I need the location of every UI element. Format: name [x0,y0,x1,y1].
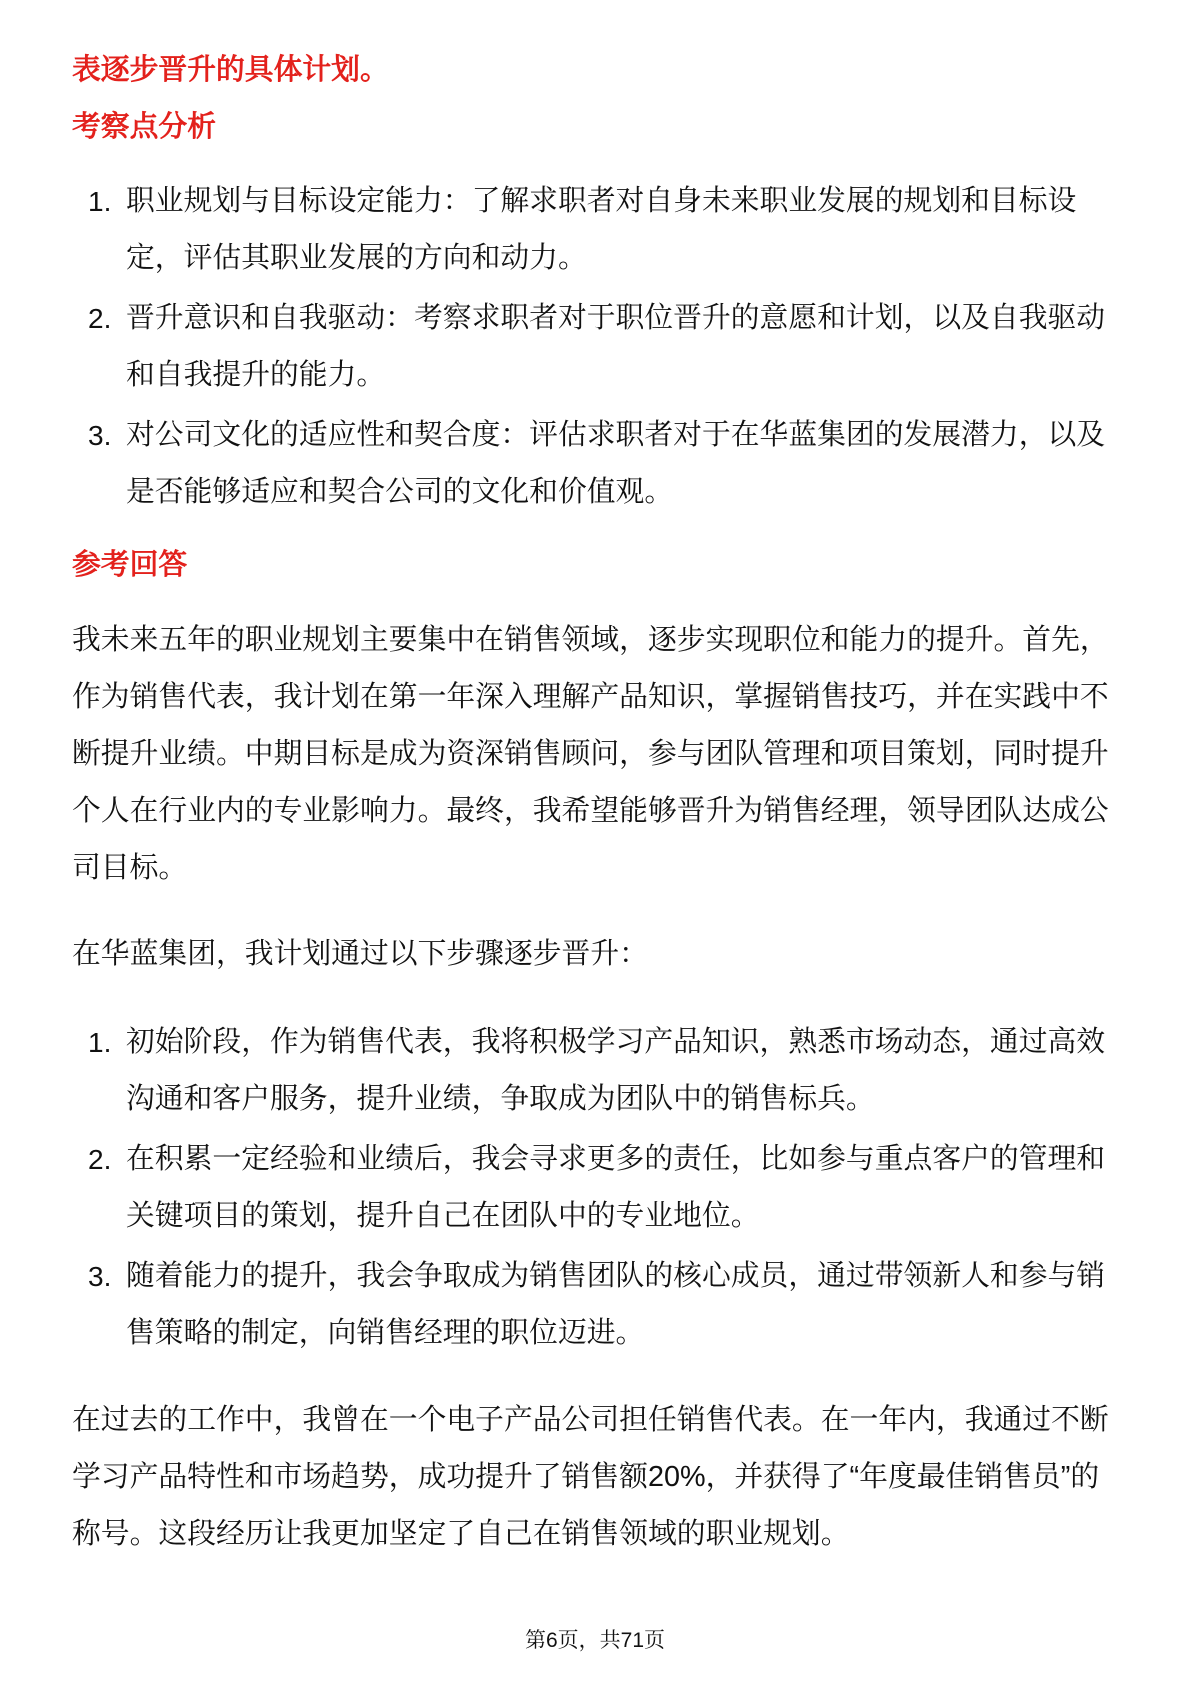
steps-intro: 在华蓝集团，我计划通过以下步骤逐步晋升： [72,938,648,970]
analysis-list [72,173,1118,521]
list-item [72,407,1118,521]
list-item [72,290,1118,404]
text-line: 关键项目的策划，提升自己在团队中的专业地位。 [126,1200,760,1232]
list-number: 1. [88,1027,112,1058]
list-item [72,1131,1118,1245]
text-line: 司目标。 [72,852,188,884]
text-line: 我未来五年的职业规划主要集中在销售领域，逐步实现职位和能力的提升。首先， [72,624,1109,656]
continued-heading: 表逐步晋升的具体计划。 [72,54,389,86]
text-line: 称号。这段经历让我更加坚定了自己在销售领域的职业规划。 [72,1518,850,1550]
list-number: 2. [88,303,112,334]
list-item [72,1248,1118,1362]
text-line: 在积累一定经验和业绩后，我会寻求更多的责任，比如参与重点客户的管理和 [126,1143,1106,1175]
page-content [72,42,1118,1563]
page-number: 第6页，共71页 [524,1629,666,1652]
section-heading-analysis: 考察点分析 [72,111,216,143]
answer-paragraph-1 [72,612,1118,897]
text-line: 断提升业绩。中期目标是成为资深销售顾问，参与团队管理和项目策划，同时提升 [72,738,1109,770]
list-item [72,1014,1118,1128]
text-line: 个人在行业内的专业影响力。最终，我希望能够晋升为销售经理，领导团队达成公 [72,795,1109,827]
text-line: 定，评估其职业发展的方向和动力。 [126,242,587,274]
section-heading-answer: 参考回答 [72,549,188,581]
text-line: 沟通和客户服务，提升业绩，争取成为团队中的销售标兵。 [126,1083,875,1115]
text-line: 和自我提升的能力。 [126,359,386,391]
list-item [72,173,1118,287]
text-line: 对公司文化的适应性和契合度：评估求职者对于在华蓝集团的发展潜力，以及 [126,419,1106,451]
list-number: 3. [88,1261,112,1292]
text-line: 是否能够适应和契合公司的文化和价值观。 [126,476,674,508]
steps-list [72,1014,1118,1362]
text-line: 售策略的制定，向销售经理的职位迈进。 [126,1317,645,1349]
text-line: 职业规划与目标设定能力：了解求职者对自身未来职业发展的规划和目标设 [126,185,1077,217]
list-number: 1. [88,186,112,217]
list-number: 3. [88,420,112,451]
text-line: 在过去的工作中，我曾在一个电子产品公司担任销售代表。在一年内，我通过不断 [72,1404,1109,1436]
text-line: 初始阶段，作为销售代表，我将积极学习产品知识，熟悉市场动态，通过高效 [126,1026,1106,1058]
text-line: 作为销售代表，我计划在第一年深入理解产品知识，掌握销售技巧，并在实践中不 [72,681,1109,713]
answer-paragraph-2 [72,1392,1118,1563]
text-line: 晋升意识和自我驱动：考察求职者对于职位晋升的意愿和计划，以及自我驱动 [126,302,1106,334]
text-line: 随着能力的提升，我会争取成为销售团队的核心成员，通过带领新人和参与销 [126,1260,1106,1292]
list-number: 2. [88,1144,112,1175]
text-line: 学习产品特性和市场趋势，成功提升了销售额20%，并获得了“年度最佳销售员”的 [72,1461,1100,1493]
